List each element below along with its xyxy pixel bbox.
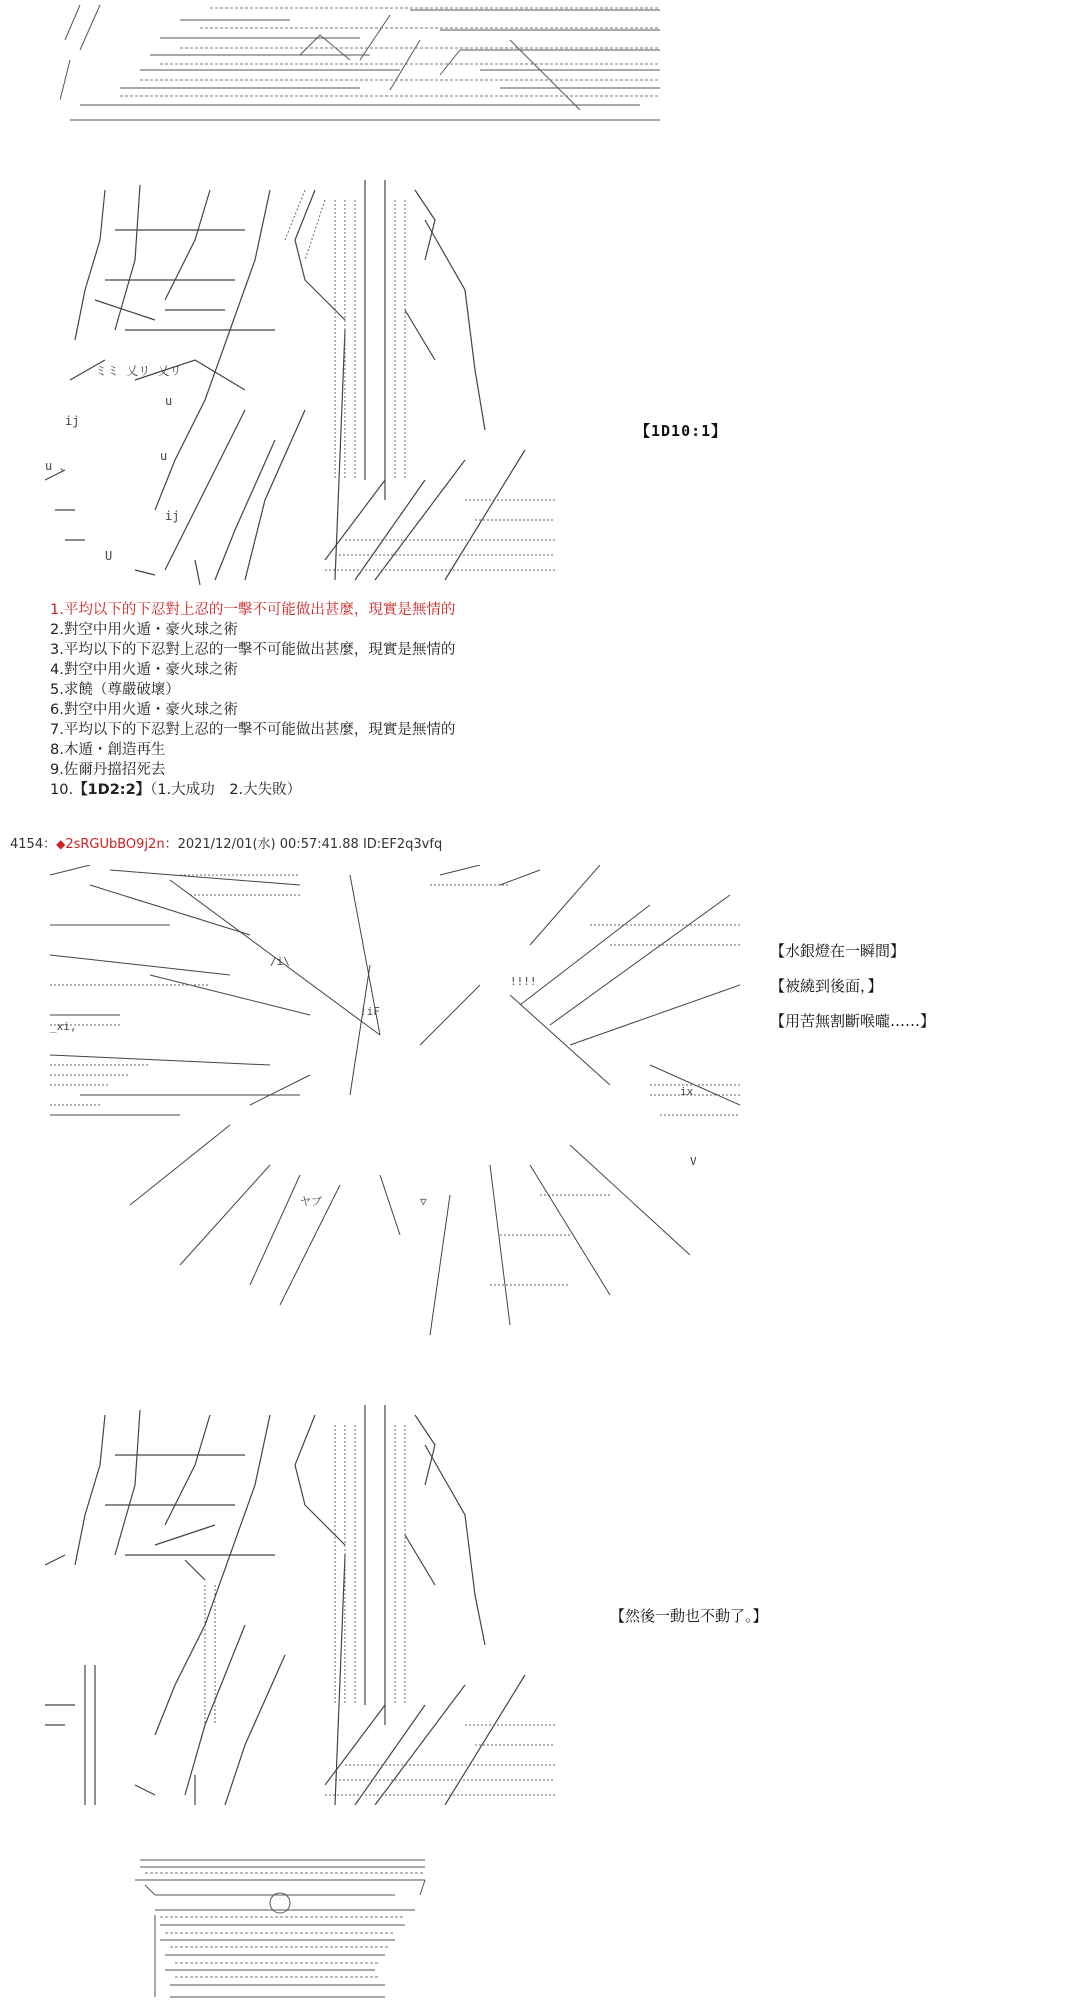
list-item-10	[50, 780, 455, 800]
svg-text:ミミ 乂リ 乂リ: ミミ 乂リ 乂リ	[95, 364, 182, 378]
poster-name[interactable]: 2sRGUbBO9j2n	[65, 837, 165, 852]
list-item: 8.木遁・創造再生	[50, 742, 166, 758]
svg-text:ij: ij	[165, 509, 180, 523]
narration-line: 【然後一動也不動了。】	[610, 1607, 768, 1625]
ascii-art-character-2	[45, 1405, 565, 1805]
dice-result-1d2: 【1D2:2】	[73, 782, 151, 798]
svg-text:ヤブ: ヤブ	[300, 1195, 322, 1208]
svg-text:▽: ▽	[420, 1195, 427, 1208]
option-10-choices: （1.大成功 2.大失敗）	[150, 782, 302, 798]
list-item: 9.佐爾丹擋招死去	[50, 762, 166, 778]
narration-line: 【水銀燈在一瞬間】	[770, 942, 906, 960]
svg-text:u: u	[160, 449, 168, 463]
list-item: 6.對空中用火遁・豪火球之術	[50, 702, 238, 718]
svg-text:!iF: !iF	[360, 1005, 380, 1018]
ascii-art-top	[60, 0, 680, 130]
list-item: 1.平均以下的下忍對上忍的一擊不可能做出甚麼，現實是無情的	[50, 602, 456, 618]
list-item: 7.平均以下的下忍對上忍的一擊不可能做出甚麼，現實是無情的	[50, 722, 456, 738]
svg-text:!!!!: !!!!	[510, 975, 537, 988]
narration-line: 【被繞到後面，】	[770, 977, 883, 995]
svg-text:u 、: u 、	[45, 459, 72, 473]
list-item: 3.平均以下的下忍對上忍的一擊不可能做出甚麼，現實是無情的	[50, 642, 456, 658]
post-number: 4154：	[10, 837, 57, 852]
post-header	[10, 833, 442, 852]
list-item: 5.求饒（尊嚴破壞）	[50, 682, 180, 698]
post-meta: ：2021/12/01(水) 00:57:41.88 ID:EF2q3vfq	[164, 837, 443, 852]
svg-text:ij: ij	[65, 414, 80, 428]
ascii-art-character-1	[45, 180, 565, 590]
svg-text:V: V	[690, 1155, 697, 1168]
ascii-art-burst	[50, 865, 740, 1345]
svg-text:ix: ix	[680, 1085, 694, 1098]
list-item: 4.對空中用火遁・豪火球之術	[50, 662, 238, 678]
dice-result-1d10: 【1D10:1】	[635, 422, 728, 440]
svg-text:_xi,: _xi,	[50, 1020, 77, 1033]
list-item: 2.對空中用火遁・豪火球之術	[50, 622, 238, 638]
ascii-art-bottom	[135, 1855, 445, 2000]
trip-diamond-icon: ◆	[56, 837, 66, 851]
options-list	[50, 600, 455, 800]
narration-line: 【用苦無割斷喉嚨……】	[770, 1012, 936, 1030]
svg-text:U: U	[105, 549, 113, 563]
option-10-prefix: 10.	[50, 782, 74, 798]
svg-text:u: u	[165, 394, 173, 408]
svg-text:/i\: /i\	[270, 955, 290, 968]
